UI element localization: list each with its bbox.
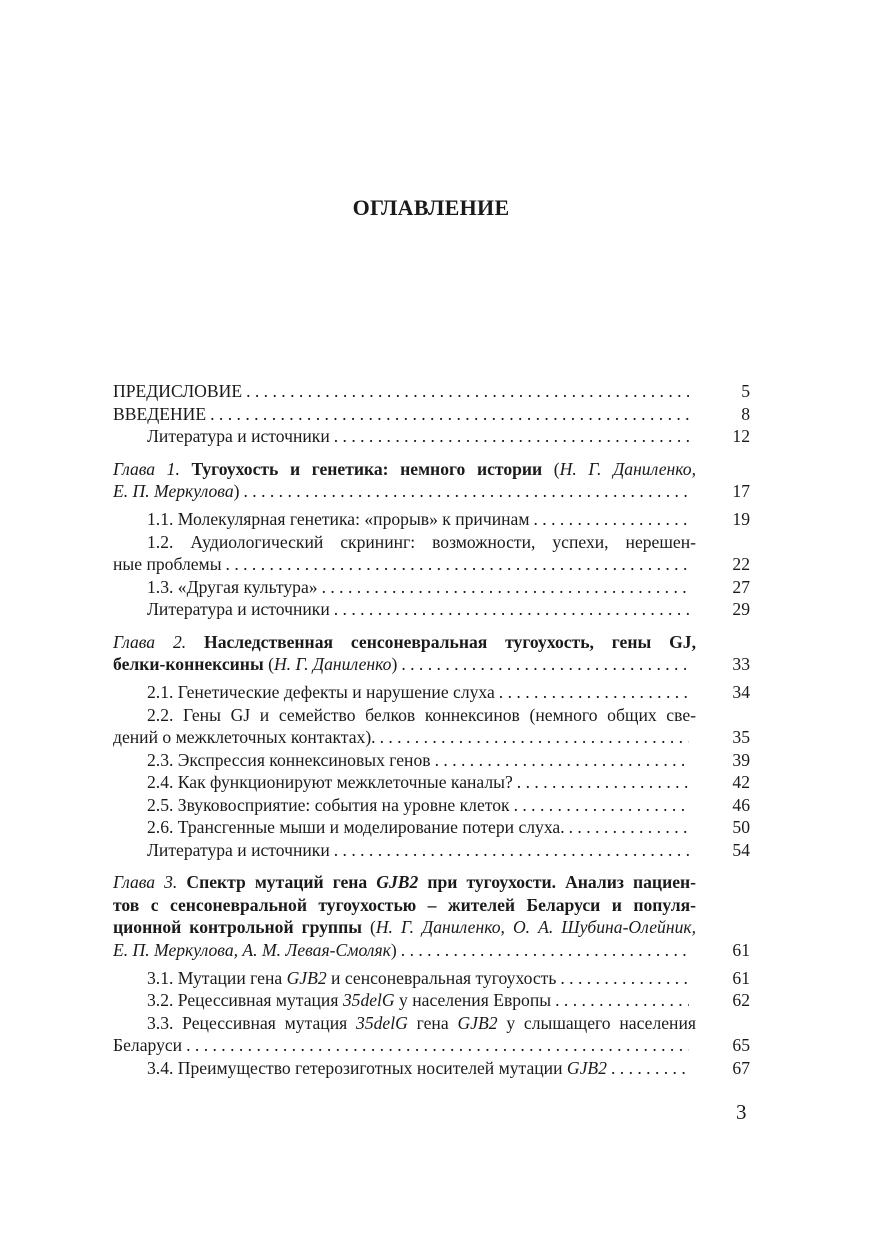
toc-entry-page: 61 xyxy=(732,967,750,988)
toc-entry-page: 35 xyxy=(732,727,750,747)
toc-entry-page: 50 xyxy=(732,817,750,837)
toc-entry-label: 3.4. Преимущество гетерозиготных носителей мутации GJB2 . . . xyxy=(147,1057,689,1080)
toc-chapter-3[interactable] xyxy=(113,939,750,962)
page-title: ОГЛАВЛЕНИЕ xyxy=(352,195,510,220)
toc-entry-label: Литература и источники . . . xyxy=(147,425,689,448)
toc-entry-page: 39 xyxy=(732,749,750,770)
toc-chapter-1-heading[interactable] xyxy=(113,458,750,481)
toc-entry-page: 67 xyxy=(732,1057,750,1078)
toc-entry-label: Е. П. Меркулова) . . . xyxy=(113,480,689,503)
toc-entry-label: дений о межклеточных контактах). . . . xyxy=(113,726,689,749)
toc-entry-2-3[interactable] xyxy=(113,749,750,772)
toc-entry-page: 42 xyxy=(732,772,750,792)
toc-entry-1-literature[interactable] xyxy=(113,598,750,621)
toc-chapter-2[interactable] xyxy=(113,653,750,676)
toc-entry-label: ПРЕДИСЛОВИЕ . . . xyxy=(113,380,689,403)
toc-entry-label: 1.1. Молекулярная генетика: «прорыв» к причинам . . . xyxy=(147,508,689,531)
toc-entry-page: 8 xyxy=(741,403,750,424)
toc-entry-2-4[interactable] xyxy=(113,771,750,794)
page-number: 3 xyxy=(736,1100,747,1124)
toc-entry-2-literature[interactable] xyxy=(113,839,750,862)
toc-entry-page: 5 xyxy=(741,381,750,401)
toc-chapter-3-heading-line1[interactable] xyxy=(113,871,750,894)
toc-entry-label: белки-коннексины (Н. Г. Даниленко) . . . xyxy=(113,653,689,676)
toc-entry-label: ные проблемы . . . xyxy=(113,553,689,576)
toc-entry-page: 62 xyxy=(732,990,750,1010)
toc-entry-intro[interactable] xyxy=(113,403,750,426)
toc-chapter-3-heading-line3[interactable] xyxy=(113,916,750,939)
toc-entry-3-3-line1[interactable] xyxy=(113,1012,750,1035)
toc-chapter-3-heading-line2[interactable] xyxy=(113,894,750,917)
toc-entry-2-1[interactable] xyxy=(113,681,750,704)
toc-entry-label: 3.3. Рецессивная мутация 35delG гена GJB2 у слышащего населения xyxy=(147,1012,696,1033)
toc-entry-label: 2.3. Экспрессия коннексиновых генов . . . xyxy=(147,749,689,772)
toc-entry-page: 61 xyxy=(732,939,750,960)
toc-entry-label: Беларуси . . . xyxy=(113,1034,689,1057)
toc-chapter-2-heading[interactable] xyxy=(113,631,750,654)
chapter-heading-line: Глава 2. Наследственная сенсоневральная тугоухость, гены GJ, xyxy=(113,631,696,652)
toc-entry-page: 34 xyxy=(732,682,750,702)
toc-entry-label: 1.3. «Другая культура» . . . xyxy=(147,576,689,599)
toc-entry-2-6[interactable] xyxy=(113,816,750,839)
toc-entry-label: 2.5. Звуковосприятие: события на уровне клеток . . . xyxy=(147,794,689,817)
toc-entry-page: 29 xyxy=(732,599,750,619)
toc-entry-3-4[interactable] xyxy=(113,1057,750,1080)
chapter-heading-line: Глава 3. Спектр мутаций гена GJB2 при тугоухости. Анализ пациен- xyxy=(113,872,697,892)
table-of-contents xyxy=(113,380,750,1079)
toc-entry-intro-literature[interactable] xyxy=(113,425,750,448)
toc-entry-label: ВВЕДЕНИЕ . . . xyxy=(113,403,689,426)
toc-entry-preface[interactable] xyxy=(113,380,750,403)
toc-entry-label: Е. П. Меркулова, А. М. Левая-Смоляк) . . . xyxy=(113,939,689,962)
chapter-heading-line: ционной контрольной группы (Н. Г. Даниленко, О. А. Шубина-Олейник, xyxy=(113,917,697,937)
toc-entry-2-2[interactable] xyxy=(113,726,750,749)
toc-entry-label: 2.4. Как функционируют межклеточные каналы? . . . xyxy=(147,771,689,794)
toc-entry-1-2-line1[interactable] xyxy=(113,531,750,554)
toc-entry-3-3[interactable] xyxy=(113,1034,750,1057)
toc-entry-page: 19 xyxy=(732,509,750,529)
toc-entry-1-1[interactable] xyxy=(113,508,750,531)
toc-entry-label: 3.2. Рецессивная мутация 35delG у населения Европы . . . xyxy=(147,989,689,1012)
toc-entry-page: 33 xyxy=(732,654,750,674)
chapter-heading-line: тов с сенсоневральной тугоухостью – жителей Беларуси и популя- xyxy=(113,894,696,915)
toc-entry-page: 12 xyxy=(732,426,750,446)
toc-entry-page: 46 xyxy=(732,794,750,815)
toc-entry-label: 2.6. Трансгенные мыши и моделирование потери слуха. . . . xyxy=(147,816,689,839)
toc-entry-page: 27 xyxy=(732,576,750,597)
toc-entry-2-5[interactable] xyxy=(113,794,750,817)
toc-entry-3-1[interactable] xyxy=(113,967,750,990)
toc-entry-label: Литература и источники . . . xyxy=(147,839,689,862)
toc-entry-page: 54 xyxy=(732,839,750,860)
toc-entry-2-2-line1[interactable] xyxy=(113,704,750,727)
chapter-heading-line: Глава 1. Тугоухость и генетика: немного истории (Н. Г. Даниленко, xyxy=(113,458,696,479)
toc-entry-label: 3.1. Мутации гена GJB2 и сенсоневральная тугоухость . . . xyxy=(147,967,689,990)
toc-entry-page: 65 xyxy=(732,1035,750,1055)
toc-chapter-1[interactable] xyxy=(113,480,750,503)
toc-entry-page: 22 xyxy=(732,554,750,574)
toc-entry-label: Литература и источники . . . xyxy=(147,598,689,621)
toc-entry-1-2[interactable] xyxy=(113,553,750,576)
toc-entry-label: 2.2. Гены GJ и семейство белков коннексинов (немного общих све- xyxy=(147,704,696,725)
toc-entry-label: 2.1. Генетические дефекты и нарушение слуха . . . xyxy=(147,681,689,704)
toc-entry-label: 1.2. Аудиологический скрининг: возможности, успехи, нерешен- xyxy=(147,531,696,552)
toc-entry-3-2[interactable] xyxy=(113,989,750,1012)
toc-entry-1-3[interactable] xyxy=(113,576,750,599)
toc-entry-page: 17 xyxy=(732,481,750,501)
